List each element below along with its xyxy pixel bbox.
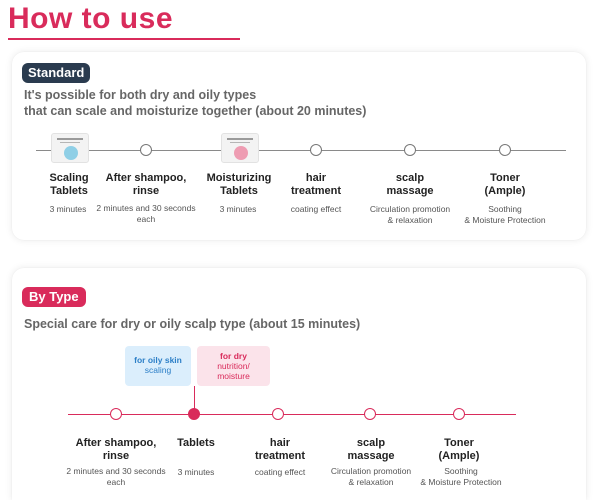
- oily-skin-tag: [125, 346, 191, 386]
- timeline-dot: [272, 408, 284, 420]
- pack-circle: [64, 146, 78, 160]
- timeline-dot: [140, 144, 152, 156]
- by-type-description: Special care for dry or oily scalp type (about 15 minutes): [24, 317, 361, 331]
- step-name-line2: treatment: [254, 450, 306, 462]
- step-name: [450, 172, 560, 198]
- step-name-line1: hair: [305, 172, 327, 184]
- dry-tag-line1: for dry: [220, 351, 247, 361]
- step-name-line2: treatment: [290, 185, 342, 197]
- step-name-line2: rinse: [132, 185, 160, 197]
- step-detail-line1: coating effect: [290, 204, 342, 214]
- step-name-line1: Toner: [444, 437, 474, 449]
- step-detail-line2: & relaxation: [348, 477, 394, 487]
- timeline-dot: [364, 408, 376, 420]
- step-name-line2: massage: [347, 450, 395, 462]
- step-detail-line2: each: [106, 477, 126, 487]
- oily-tag-line1: for oily skin: [134, 355, 182, 365]
- step-name-line1: After shampoo,: [105, 172, 187, 184]
- standard-badge: Standard: [22, 63, 90, 83]
- step-detail-line1: 3 minutes: [49, 204, 87, 214]
- step-name: [404, 437, 514, 463]
- step-detail: [403, 466, 519, 488]
- step-name-line2: Tablets: [50, 185, 88, 197]
- page-title: How to use: [8, 2, 174, 35]
- standard-description: [24, 87, 366, 119]
- step-name-line1: Tablets: [177, 437, 215, 449]
- timeline-dot: [499, 144, 511, 156]
- step-detail-line2: & Moisture Protection: [420, 477, 502, 487]
- step-detail-line1: coating effect: [254, 467, 306, 477]
- step-name-line1: scalp: [395, 172, 425, 184]
- step-name-line2: rinse: [102, 450, 130, 462]
- timeline-dot: [310, 144, 322, 156]
- step-name-line1: scalp: [356, 437, 386, 449]
- step-detail-line1: 2 minutes and 30 seconds: [96, 203, 196, 213]
- dry-skin-tag: [197, 346, 270, 386]
- step-name-line2: (Ample): [484, 185, 526, 197]
- by-type-badge: By Type: [22, 287, 86, 307]
- timeline-dot: [404, 144, 416, 156]
- step-name-line2: (Ample): [438, 450, 480, 462]
- timeline-dot: [453, 408, 465, 420]
- dry-tag-line2: nutrition/: [217, 361, 250, 371]
- standard-timeline: [36, 150, 566, 151]
- step-name-line2: Tablets: [220, 185, 258, 197]
- pack-circle: [234, 146, 248, 160]
- timeline-dot: [110, 408, 122, 420]
- by-type-timeline: [68, 414, 516, 415]
- step-detail-line2: & relaxation: [387, 215, 433, 225]
- step-detail-line1: Circulation promotion: [369, 204, 451, 214]
- step-name-line2: massage: [386, 185, 434, 197]
- standard-description-line2: that can scale and moisturize together (about 20 minutes): [24, 104, 367, 118]
- step-name: [355, 172, 465, 198]
- step-name-line1: Moisturizing: [206, 172, 272, 184]
- step-detail-line1: 3 minutes: [177, 467, 215, 477]
- step-detail-line1: Soothing: [444, 466, 478, 476]
- step-detail-line1: 3 minutes: [219, 204, 257, 214]
- step-name-line1: hair: [269, 437, 291, 449]
- timeline-dot-active: [188, 408, 200, 420]
- step-detail-line1: Circulation promotion: [330, 466, 412, 476]
- step-detail-line2: & Moisture Protection: [464, 215, 546, 225]
- step-detail-line2: each: [136, 214, 156, 224]
- title-underline: [8, 38, 240, 40]
- scaling-tablet-pack-icon: [51, 133, 89, 163]
- dry-tag-line3: moisture: [217, 371, 250, 381]
- step-detail-line1: 2 minutes and 30 seconds: [66, 466, 166, 476]
- step-detail-line1: Soothing: [488, 204, 522, 214]
- standard-description-line1: It's possible for both dry and oily types: [24, 88, 257, 102]
- oily-tag-line2: scaling: [144, 365, 172, 375]
- step-name-line1: Scaling: [49, 172, 89, 184]
- step-name-line1: After shampoo,: [75, 437, 157, 449]
- step-detail: [447, 204, 563, 226]
- step-name-line1: Toner: [490, 172, 520, 184]
- moisturizing-tablet-pack-icon: [221, 133, 259, 163]
